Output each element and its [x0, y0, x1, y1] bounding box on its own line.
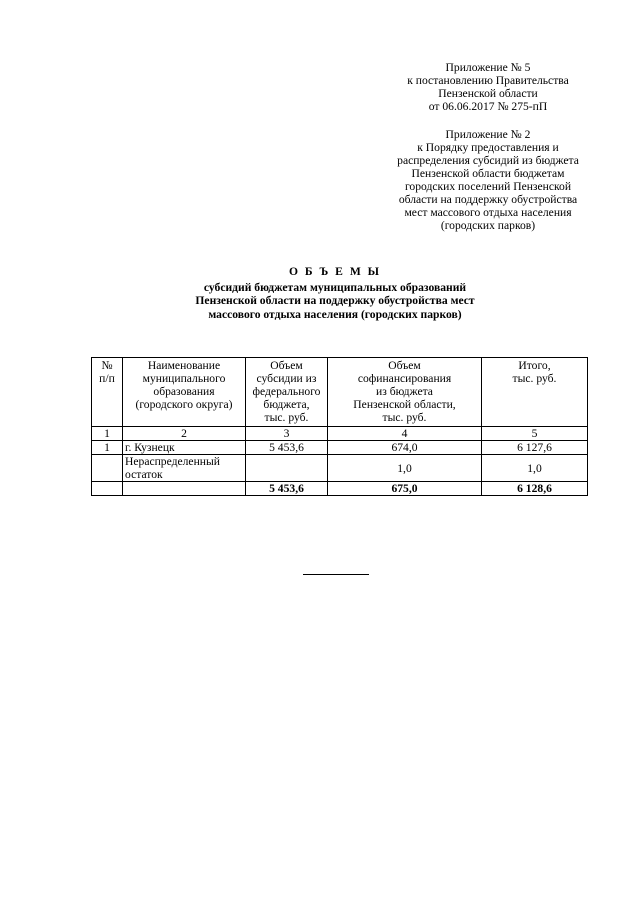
table-cell: 2 — [123, 427, 246, 441]
table-cell: 5 453,6 — [246, 441, 328, 455]
header-text: бюджета, — [263, 398, 310, 411]
header-text: Объем — [270, 359, 303, 372]
appendix-line: Приложение № 5 — [445, 61, 531, 74]
title-line: массового отдыха населения (городских парков) — [208, 307, 462, 321]
table-row — [92, 455, 588, 482]
table-total-row — [92, 482, 588, 496]
header-text: Итого, — [518, 359, 551, 372]
table-cell: 6 127,6 — [482, 441, 588, 455]
appendix-line: распределения субсидий из бюджета — [397, 154, 579, 167]
header-text: из бюджета — [376, 385, 433, 398]
appendix-line: области на поддержку обустройства — [398, 193, 578, 206]
appendix-line: (городских парков) — [440, 219, 536, 232]
table-cell: 4 — [328, 427, 482, 441]
appendix-5-header — [378, 61, 598, 113]
document-title — [90, 265, 580, 321]
header-text: муниципального — [142, 372, 226, 385]
header-text: субсидии из — [256, 372, 317, 385]
table-cell: 674,0 — [328, 441, 482, 455]
table-cell: 5 — [482, 427, 588, 441]
appendix-line: к постановлению Правительства — [407, 74, 569, 87]
header-text: федерального — [252, 385, 321, 398]
table-cell: 1 — [92, 427, 123, 441]
header-municipality — [123, 358, 246, 427]
appendix-line: Пензенской области — [438, 87, 538, 100]
title-main: О Б Ъ Е М Ы — [288, 265, 382, 278]
header-text: тыс. руб. — [512, 372, 557, 385]
title-line: субсидий бюджетам муниципальных образований — [203, 280, 467, 294]
header-text: софинансирования — [357, 372, 452, 385]
table-cell: г. Кузнецк — [123, 441, 246, 455]
appendix-line: Пензенской области бюджетам — [411, 167, 565, 180]
table-cell: 1,0 — [328, 455, 482, 482]
table-cell: 6 128,6 — [482, 482, 588, 496]
table-cell: 3 — [246, 427, 328, 441]
closing-divider — [303, 574, 369, 575]
table-cell — [246, 455, 328, 482]
header-federal-subsidy — [246, 358, 328, 427]
table-cell — [92, 455, 123, 482]
header-total — [482, 358, 588, 427]
table-cell: 5 453,6 — [246, 482, 328, 496]
table-cell: 1,0 — [482, 455, 588, 482]
header-text: Объем — [388, 359, 421, 372]
header-text: Наименование — [147, 359, 221, 372]
table-cell: Нераспределенный остаток — [123, 455, 246, 482]
table-cell: 675,0 — [328, 482, 482, 496]
title-line: Пензенской области на поддержку обустройства мест — [195, 294, 475, 307]
header-text: тыс. руб. — [264, 411, 309, 424]
header-text: тыс. руб. — [382, 411, 427, 424]
header-text: п/п — [99, 372, 115, 385]
header-cofinancing — [328, 358, 482, 427]
appendix-line: от 06.06.2017 № 275-пП — [428, 100, 548, 113]
table-row — [92, 441, 588, 455]
table-cell: 1 — [92, 441, 123, 455]
header-number — [92, 358, 123, 427]
appendix-line: Приложение № 2 — [445, 128, 531, 141]
appendix-line: к Порядку предоставления и — [417, 141, 559, 154]
table-cell — [92, 482, 123, 496]
header-text: № — [101, 359, 113, 372]
appendix-line: мест массового отдыха населения — [404, 206, 572, 219]
table-cell — [123, 482, 246, 496]
appendix-2-header — [378, 128, 598, 232]
header-text: образования — [153, 385, 215, 398]
header-text: (городского округа) — [135, 398, 233, 411]
table-numbering-row — [92, 427, 588, 441]
appendix-line: городских поселений Пензенской — [404, 180, 572, 193]
header-text: Пензенской области, — [353, 398, 456, 411]
table-header-row — [92, 358, 588, 427]
subsidy-table — [91, 357, 588, 496]
